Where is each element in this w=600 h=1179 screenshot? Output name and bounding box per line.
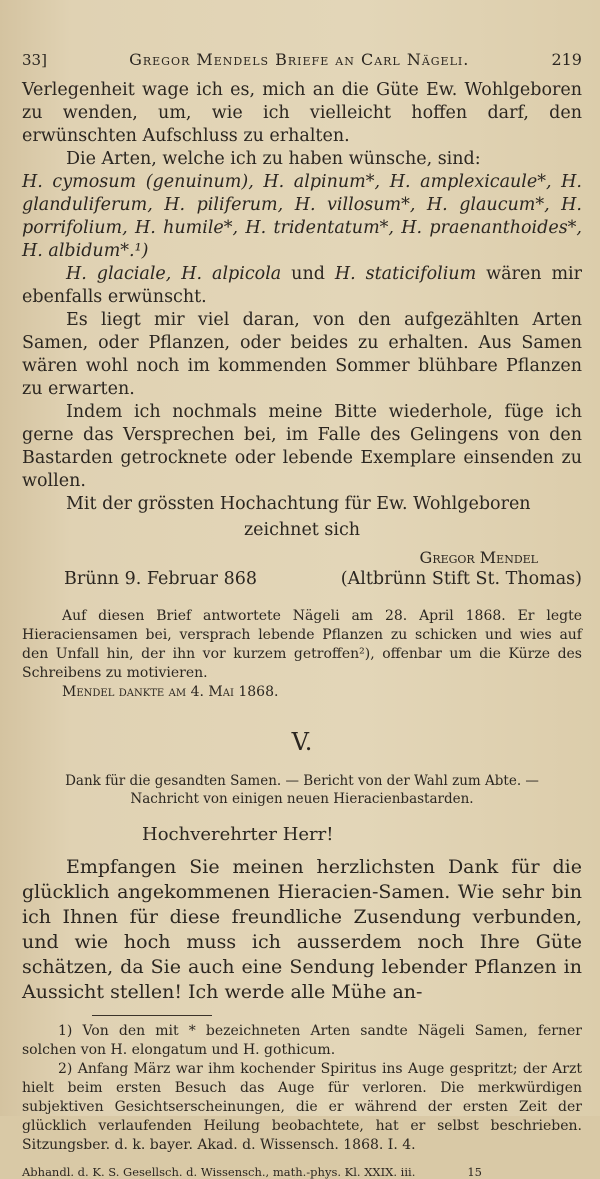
paragraph: Die Arten, welche ich zu haben wünsche, sind:: [66, 149, 481, 169]
place-date: Brünn 9. Februar 868: [64, 569, 258, 589]
paragraph: Verlegenheit wage ich es, mich an die Güte Ew. Wohlgeboren zu wenden, um, wie ich vielleicht hoffen darf, den erwünschten Aufschluss zu erhalten.: [22, 80, 582, 146]
editor-note: [22, 607, 582, 702]
footnotes: [22, 1022, 582, 1155]
signature-line: zeichnet sich: [243, 520, 361, 540]
address: (Altbrünn Stift St. Thomas): [340, 569, 582, 589]
publication-info: Abhandl. d. K. S. Gesellsch. d. Wissensch., math.-phys. Kl. XXIX. iii.: [22, 1165, 416, 1179]
paragraph: Empfangen Sie meinen herzlichsten Dank für die glücklich angekommenen Hieracien-Samen. Wie sehr bin ich Ihnen für diese freundliche Zusendung verbunden, und wie hoch muss ich ausserdem noch Ihre Güte schätzen, da Sie auch eine Sendung lebender Pflanzen in Aussicht stellen! Ich werde alle Mühe an-: [22, 856, 582, 1003]
signature-row: [22, 569, 582, 589]
signature-name: Gregor Mendel: [419, 548, 538, 567]
text: und: [281, 264, 335, 284]
signature-mark: 15: [467, 1165, 482, 1179]
running-header: [22, 50, 582, 69]
salutation: Hochverehrter Herr!: [142, 824, 334, 845]
species-text: H. glaciale, H. alpicola: [66, 264, 282, 284]
footnote: 2) Anfang März war ihm kochender Spiritus ins Auge gespritzt; der Arzt hielt beim ersten Besuch das Auge für verloren. Die merkwürdigen subjektiven Gesichtserscheinungen, die er während der ersten Zeit der glücklich verlaufenden Heilung beobachtete, hat er selbst beschrieben. Sitzungsber. d. k. bayer. Akad. d. Wissensch. 1868. I. 4.: [22, 1061, 582, 1153]
species-text: H. staticifolium: [334, 264, 477, 284]
bottom-line: [22, 1165, 582, 1179]
paragraph: Mit der grössten Hochachtung für Ew. Wohlgeboren: [66, 494, 531, 514]
footnote: 1) Von den mit * bezeichneten Arten sandte Nägeli Samen, ferner solchen von H. elongatum und H. gothicum.: [22, 1023, 582, 1058]
letter-body-2: [22, 855, 582, 1005]
note-text: Mendel dankte am 4. Mai 1868.: [62, 684, 279, 700]
section-summary: Dank für die gesandten Samen. — Bericht von der Wahl zum Abte. — Nachricht von einigen neuen Hieracienbastarden.: [65, 773, 539, 807]
species-list: H. cymosum (genuinum), H. alpinum*, H. amplexicaule*, H. glanduliferum, H. piliferum, H. villosum*, H. glaucum*, H. porrifolium, H. humile*, H. tridentatum*, H. praenanthoides*, H. albidum*.¹): [22, 172, 582, 261]
page-number: 219: [551, 50, 582, 69]
paragraph: Indem ich nochmals meine Bitte wiederhole, füge ich gerne das Versprechen bei, im Falle des Gelingens von den Bastarden getrocknete oder lebende Exemplare einsenden zu wollen.: [22, 402, 582, 491]
header-title: Gregor Mendels Briefe an Carl Nägeli.: [129, 50, 470, 69]
letter-body: [22, 79, 582, 516]
note-text: Auf diesen Brief antwortete Nägeli am 28. April 1868. Er legte Hieraciensamen bei, versprach lebende Pflanzen zu schicken und wies auf den Unfall hin, der ihn vor kurzem getroffen²), offenbar um die Kürze des Schreibens zu motivieren.: [22, 608, 582, 681]
footnote-divider: [92, 1015, 212, 1016]
paragraph: [22, 263, 582, 309]
text: wären mir ebenfalls erwünscht.: [22, 264, 583, 307]
section-number: V.: [291, 728, 313, 756]
paragraph: Es liegt mir viel daran, von den aufgezählten Arten Samen, oder Pflanzen, oder beides zu erhalten. Aus Samen wären wohl noch im kommenden Sommer blühbare Pflanzen zu erwarten.: [22, 310, 582, 399]
header-left: 33]: [22, 51, 47, 69]
